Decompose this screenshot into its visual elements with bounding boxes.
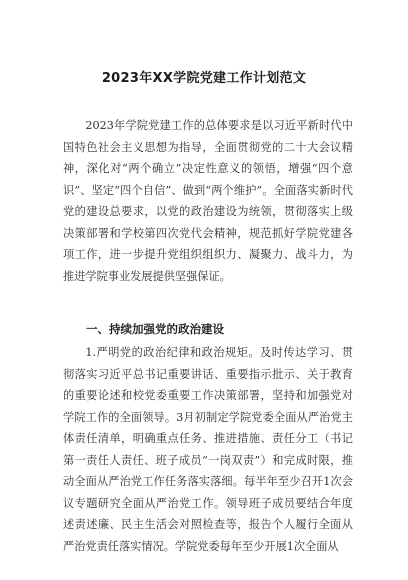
intro-paragraph: 2023年学院党建工作的总体要求是以习近平新时代中国特色社会主义思想为指导，全面贯彻党的二十大会议精神，深化对“两个确立”决定性意义的领悟，增强“四个意识”、坚定“四个自信”、做到“两个维护”。全面落实新时代党的建设总要求，以党的政治建设为统领，贯彻落实上级决策部署和学校第四次党代会精神，规范抓好学院党建各项工作，进一步提升党组织组织力、凝聚力、战斗力，为推进学院事业发展提供坚强保证。: [63, 119, 353, 283]
section-1-paragraph-1: 1.严明党的政治纪律和政治规矩。及时传达学习、贯彻落实习近平总书记重要讲话、重要指示批示、关于教育的重要论述和校党委重要工作决策部署，坚持和加强党对学院工作的全面领导。3月初制定学院党委全面从严治党主体责任清单，明确重点任务、推进措施、责任分工（书记第一责任人责任、班子成员“一岗双责”）和完成时限，推动全面从严治党工作任务落实落细。每半年至少召开1次会议专题研究全面从严治党工作。领导班子成员要结合年度述责述廉、民主生活会对照检查等，报告个人履行全面从严治党责任落实情况。学院党委每年至少开展1次全面从: [63, 346, 353, 553]
section-heading-political-construction: 一、持续加强党的政治建设: [86, 322, 224, 336]
document-title: 2023年XX学院党建工作计划范文: [101, 71, 307, 86]
